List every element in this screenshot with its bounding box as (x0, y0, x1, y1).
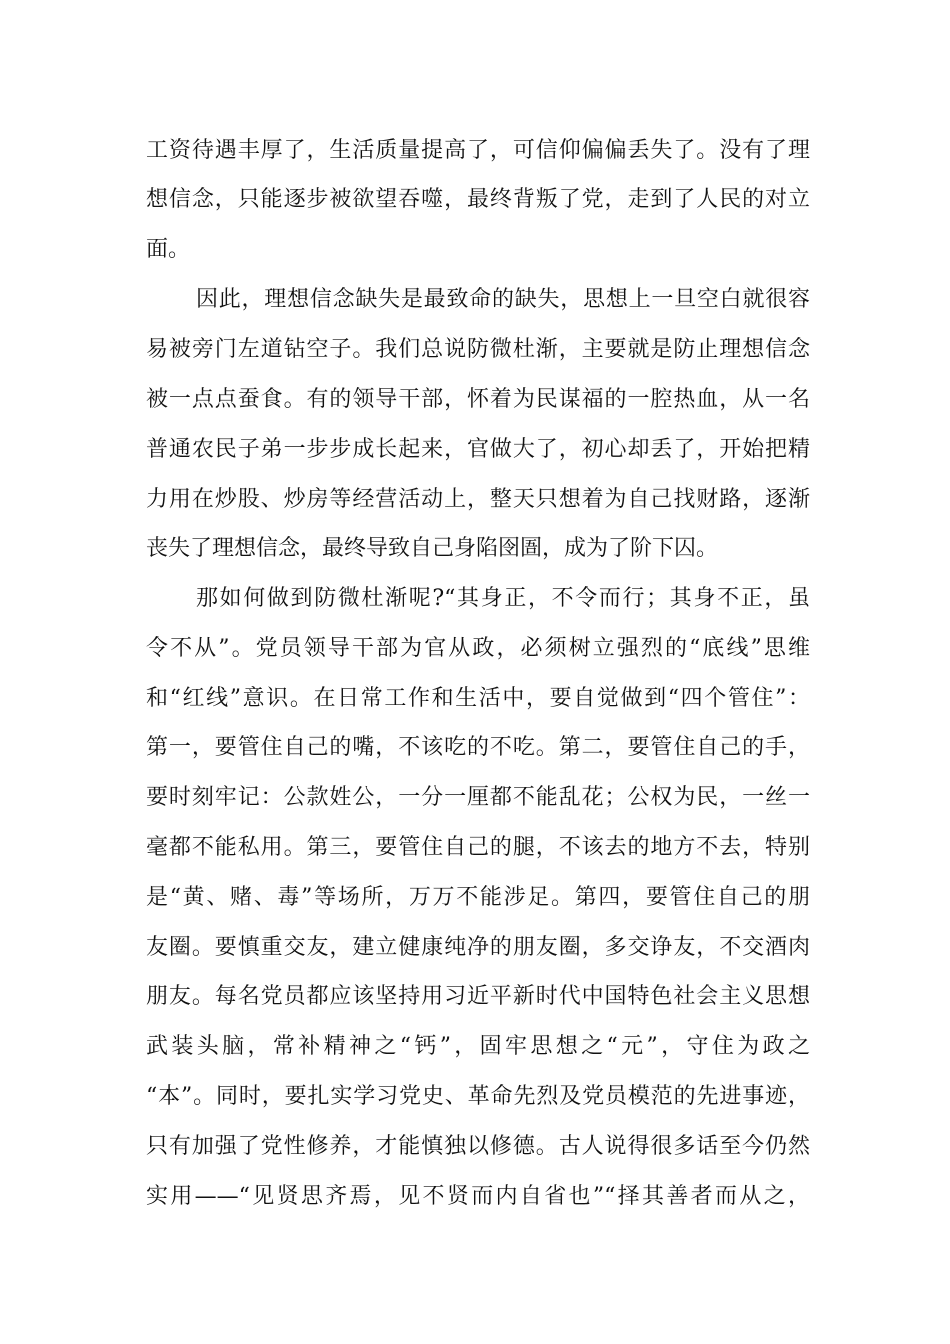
text-line: 想信念，只能逐步被欲望吞噬，最终背叛了党，走到了人民的对立 (146, 187, 810, 212)
text-line: 因此，理想信念缺失是最致命的缺失，思想上一旦空白就很容 (196, 287, 810, 312)
text-line: 是“黄、赌、毒”等场所，万万不能涉足。第四，要管住自己的朋 (146, 885, 810, 910)
text-line: 朋友。每名党员都应该坚持用习近平新时代中国特色社会主义思想 (146, 984, 810, 1009)
text-line: 普通农民子弟一步步成长起来，官做大了，初心却丢了，开始把精 (146, 437, 810, 462)
text-line: 实用——“见贤思齐焉，见不贤而内自省也”“择其善者而从之， (146, 1184, 810, 1209)
text-line: 和“红线”意识。在日常工作和生活中，要自觉做到“四个管住”： (146, 686, 810, 711)
text-line: 第一，要管住自己的嘴，不该吃的不吃。第二，要管住自己的手， (146, 735, 810, 760)
text-line: “本”。同时，要扎实学习党史、革命先烈及党员模范的先进事迹， (146, 1084, 810, 1109)
text-line: 被一点点蚕食。有的领导干部，怀着为民谋福的一腔热血，从一名 (146, 387, 810, 412)
text-line: 毫都不能私用。第三，要管住自己的腿，不该去的地方不去，特别 (146, 835, 810, 860)
text-line: 工资待遇丰厚了，生活质量提高了，可信仰偏偏丢失了。没有了理 (146, 138, 810, 163)
text-line: 面。 (146, 237, 191, 262)
text-line: 那如何做到防微杜渐呢?“其身正，不令而行；其身不正，虽 (196, 586, 810, 611)
text-line: 丧失了理想信念，最终导致自己身陷囹圄，成为了阶下囚。 (146, 536, 719, 561)
text-line: 要时刻牢记：公款姓公，一分一厘都不能乱花；公权为民，一丝一 (146, 785, 810, 810)
text-line: 只有加强了党性修养，才能慎独以修德。古人说得很多话至今仍然 (146, 1134, 810, 1159)
text-line: 易被旁门左道钻空子。我们总说防微杜渐，主要就是防止理想信念 (146, 337, 810, 362)
text-line: 力用在炒股、炒房等经营活动上，整天只想着为自己找财路，逐渐 (146, 487, 810, 512)
text-line: 令不从”。党员领导干部为官从政，必须树立强烈的“底线”思维 (146, 636, 810, 661)
text-line: 武装头脑，常补精神之“钙”，固牢思想之“元”，守住为政之 (146, 1034, 810, 1059)
text-line: 友圈。要慎重交友，建立健康纯净的朋友圈，多交诤友，不交酒肉 (146, 935, 810, 960)
